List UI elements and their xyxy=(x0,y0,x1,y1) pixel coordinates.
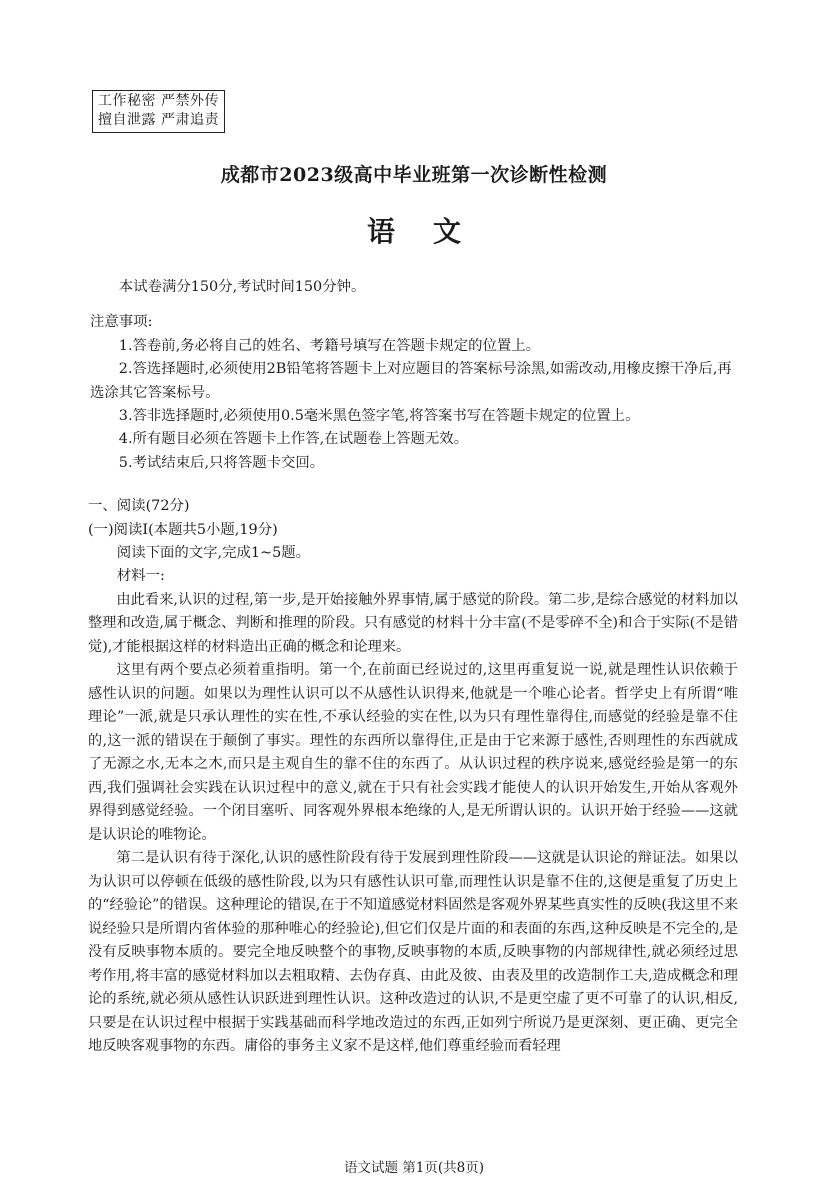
subject-title: 语文 xyxy=(366,215,499,248)
page-footer: 语文试题 第1页(共8页) xyxy=(343,1160,484,1176)
stamp-line-2: 擅自泄露 严肃追责 xyxy=(98,112,219,128)
notes-heading: 注意事项: xyxy=(90,314,153,331)
stamp-line-1: 工作秘密 严禁外传 xyxy=(98,93,219,109)
reading-passage xyxy=(88,589,738,1059)
passage-paragraph: 第二是认识有待于深化,认识的感性阶段有待于发展到理性阶段——这就是认识论的辩证法。如果以为认识可以停顿在低级的感性阶段,以为只有感性认识可靠,而理性认识是靠不住的,这便是重复了历史上的“经验论”的错误。这种理论的错误,在于不知道感觉材料固然是客观外界某些真实性的反映(我这里不来说经验只是所谓内省体验的那种唯心的经验论),但它们仅是片面的和表面的东西,这种反映是不完全的,是没有反映事物本质的。要完全地反映整个的事物,反映事物的本质,反映事物的内部规律性,就必须经过思考作用,将丰富的感觉材料加以去粗取精、去伪存真、由此及彼、由表及里的改造制作工夫,造成概念和理论的系统,就必须从感性认识跃进到理性认识。这种改造过的认识,不是更空虚了更不可靠了的认识,相反,只要是在认识过程中根据于实践基础而科学地改造过的东西,正如列宁所说乃是更深刻、更正确、更完全地反映客观事物的东西。庸俗的事务主义家不是这样,他们尊重经验而看轻理 xyxy=(88,850,738,1055)
note-item: 3.答非选择题时,必须使用0.5毫米黑色签字笔,将答案书写在答题卡规定的位置上。 xyxy=(118,408,640,425)
exam-title: 成都市2023级高中毕业班第一次诊断性检测 xyxy=(220,164,608,186)
passage-paragraph: 这里有两个要点必须着重指明。第一个,在前面已经说过的,这里再重复说一说,就是理性认识依赖于感性认识的问题。如果以为理性认识可以不从感性认识得来,他就是一个唯心论者。哲学史上有所谓“唯理论”一派,就是只承认理性的实在性,不承认经验的实在性,以为只有理性靠得住,而感觉的经验是靠不住的,这一派的错误在于颠倒了事实。理性的东西所以靠得住,正是由于它来源于感性,否则理性的东西就成了无源之水,无本之木,而只是主观自生的靠不住的东西了。从认识过程的秩序说来,感觉经验是第一的东西,我们强调社会实践在认识过程中的意义,就在于只有社会实践才能使人的认识开始发生,开始从客观外界得到感觉经验。一个闭目塞听、同客观外界根本绝缘的人,是无所谓认识的。认识开始于经验——这就是认识论的唯物论。 xyxy=(88,662,738,843)
confidential-stamp xyxy=(92,90,225,133)
reading-instruction: 阅读下面的文字,完成1~5题。 xyxy=(116,545,311,562)
exam-intro: 本试卷满分150分,考试时间150分钟。 xyxy=(118,279,366,295)
reading-section xyxy=(88,495,738,1059)
note-item: 1.答卷前,务必将自己的姓名、考籍号填写在答题卡规定的位置上。 xyxy=(118,337,541,354)
note-item: 4.所有题目必须在答题卡上作答,在试题卷上答题无效。 xyxy=(118,431,469,448)
material-label: 材料一: xyxy=(116,568,165,585)
notes-block xyxy=(90,311,738,475)
note-item: 2.答选择题时,必须使用2B铅笔将答题卡上对应题目的答案标号涂黑,如需改动,用橡皮擦干净后,再选涂其它答案标号。 xyxy=(90,361,732,401)
note-item: 5.考试结束后,只将答题卡交回。 xyxy=(118,454,325,471)
passage-paragraph: 由此看来,认识的过程,第一步,是开始接触外界事情,属于感觉的阶段。第二步,是综合感觉的材料加以整理和改造,属于概念、判断和推理的阶段。只有感觉的材料十分丰富(不是零碎不全)和合于实际(不是错觉),才能根据这样的材料造出正确的概念和论理来。 xyxy=(88,591,738,655)
page-body xyxy=(90,276,738,1059)
sub-section-heading: (一)阅读Ⅰ(本题共5小题,19分) xyxy=(88,521,278,538)
section-heading: 一、阅读(72分) xyxy=(88,498,190,515)
